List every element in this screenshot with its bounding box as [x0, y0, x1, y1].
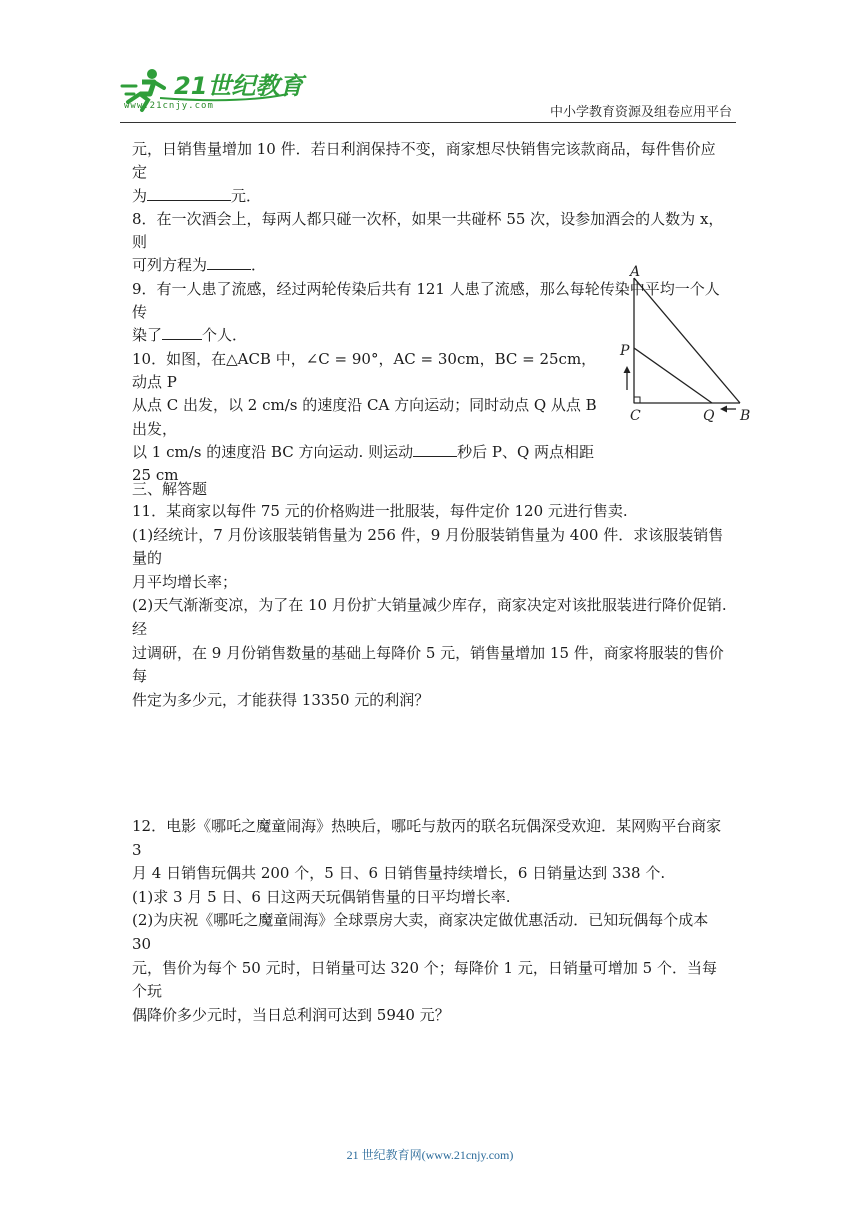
q8-line2-post: ．: [251, 256, 267, 275]
q8-line1: 8．在一次酒会上，每两人都只碰一次杯，如果一共碰杯 55 次，设参加酒会的人数为 x，则: [132, 209, 724, 252]
q8-line2-pre: 可列方程为: [132, 256, 208, 275]
q7-line2-post: 元．: [231, 186, 262, 205]
q9-line2-post: 个人．: [202, 326, 248, 345]
q12-part2-line1: (2)为庆祝《哪吒之魔童闹海》全球票房大卖，商家决定做优惠活动．已知玩偶每个成本 30: [132, 911, 709, 953]
header-divider: [120, 122, 736, 123]
page-header: [120, 64, 736, 122]
q10-line1: 10．如图，在△ACB 中，∠C = 90°，AC = 30cm，BC = 25cm，动点 P: [132, 349, 597, 391]
triangle-acb-diagram: [608, 262, 758, 430]
page-footer: 21 世纪教育网(www.21cnjy.com): [346, 1148, 514, 1162]
logo-text: 21世纪教育: [174, 72, 304, 100]
q9-answer-blank[interactable]: [162, 325, 202, 340]
q10-line3-pre: 以 1 cm/s 的速度沿 BC 方向运动. 则运动: [132, 442, 414, 461]
question-11: [132, 500, 730, 712]
q7-line1: 元，日销售量增加 10 件．若日利润保持不变，商家想尽快销售完该款商品，每件售价应定: [132, 140, 716, 182]
q7-line2: [132, 185, 730, 208]
label-c: C: [630, 408, 641, 424]
q11-stem: 11．某商家以每件 75 元的价格购进一批服装，每件定价 120 元进行售卖.: [132, 502, 628, 520]
q9-line2-pre: 染了: [132, 326, 163, 345]
label-b: B: [740, 408, 751, 424]
q12-part2-line2: 元，售价为每个 50 元时，日销量可达 320 个；每降价 1 元，日销量可增加 5 个．当每个玩: [132, 958, 717, 1001]
q10-line3-post: 秒后 P、Q 两点相距 25 cm: [132, 442, 595, 485]
q11-part1-line2: 月平均增长率；: [132, 572, 238, 591]
q10-answer-blank[interactable]: [413, 442, 457, 457]
q9-line1: 9．有一人患了流感，经过两轮传染后共有 121 人患了流感，那么每轮传染中平均一个人传: [132, 279, 720, 322]
q12-line2: 月 4 日销售玩偶共 200 个，5 日、6 日销售量持续增长，6 日销量达到 338 个.: [132, 864, 666, 883]
platform-tagline: 中小学教育资源及组卷应用平台: [549, 104, 732, 119]
section-title: 三、解答题: [132, 480, 208, 498]
triangle-figure: [608, 262, 758, 430]
question-12: [132, 815, 730, 1027]
q12-part1: (1)求 3 月 5 日、6 日这两天玩偶销售量的日平均增长率.: [132, 887, 511, 906]
q8-answer-blank[interactable]: [207, 255, 251, 270]
q12-line1: 12．电影《哪吒之魔童闹海》热映后，哪吒与敖丙的联名玩偶深受欢迎．某网购平台商家 3: [132, 817, 722, 859]
q11-part1-line1: (1)经统计，7 月份该服装销售量为 256 件，9 月份服装销售量为 400 件．求该服装销售量的: [132, 525, 724, 568]
q7-line2-pre: 为: [132, 186, 148, 205]
q11-part2-line3: 件定为多少元，才能获得 13350 元的利润？: [132, 690, 430, 709]
label-p: P: [620, 343, 630, 359]
label-q: Q: [703, 408, 715, 424]
q10-line2: 从点 C 出发，以 2 cm/s 的速度沿 CA 方向运动；同时动点 Q 从点 B 出发，: [132, 396, 597, 438]
label-a: A: [630, 264, 641, 280]
q7-answer-blank[interactable]: [147, 186, 231, 201]
q11-part2-line1: (2)天气渐渐变凉，为了在 10 月份扩大销量减少库存，商家决定对该批服装进行降价促销. 经: [132, 596, 727, 638]
q12-part2-line3: 偶降价多少元时，当日总利润可达到 5940 元？: [132, 1005, 450, 1024]
q11-part2-line2: 过调研，在 9 月份销售数量的基础上每降价 5 元，销售量增加 15 件，商家将服装的售价每: [132, 643, 724, 686]
site-logo: [120, 64, 420, 116]
logo-url: www.21cnjy.com: [124, 101, 214, 111]
